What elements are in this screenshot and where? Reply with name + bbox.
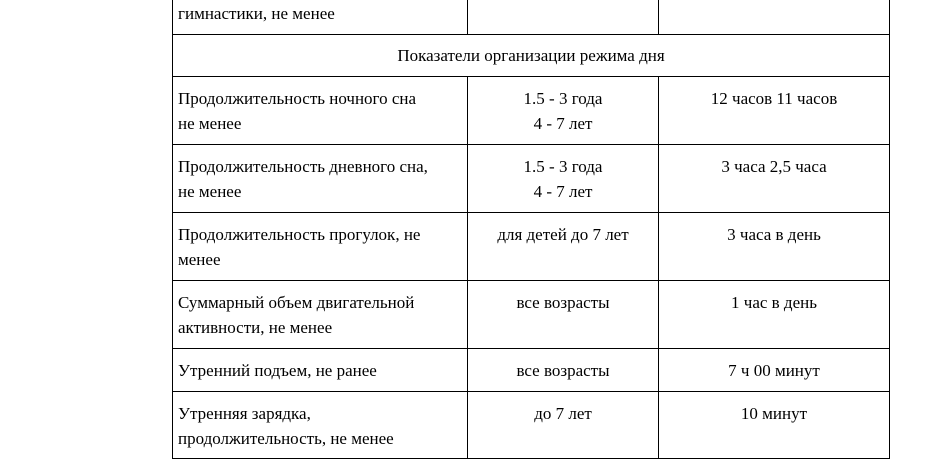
cell-value	[659, 281, 890, 349]
cell-age	[468, 77, 659, 145]
section-header-row	[173, 35, 890, 77]
cell-label	[173, 392, 468, 459]
cell-age-line: 4 - 7 лет	[533, 182, 593, 201]
cell-value-text: 3 часа в день	[727, 225, 821, 244]
cell-label	[173, 0, 468, 35]
cell-age	[468, 392, 659, 459]
cell-label-line: не менее	[178, 114, 242, 133]
cell-age	[468, 213, 659, 281]
table-row-top-partial	[173, 0, 890, 35]
cell-age	[468, 349, 659, 392]
cell-value	[659, 145, 890, 213]
table-row	[173, 281, 890, 349]
cell-label-line: Продолжительность ночного сна	[178, 89, 417, 108]
section-title: Показатели организации режима дня	[173, 35, 890, 77]
cell-label-line: Утренняя зарядка,	[178, 404, 311, 423]
cell-value	[659, 392, 890, 459]
cell-label-line: Суммарный объем двигательной	[178, 293, 415, 312]
cell-value-text: 7 ч 00 минут	[728, 361, 820, 380]
cell-value	[659, 77, 890, 145]
cell-value-text: 1 час в день	[731, 293, 817, 312]
cell-label	[173, 77, 468, 145]
cell-label-line: Утренний подъем, не ранее	[178, 361, 377, 380]
cell-label-line: активности, не менее	[178, 318, 333, 337]
cell-label	[173, 349, 468, 392]
table-row	[173, 392, 890, 459]
cell-value-text: 12 часов 11 часов	[710, 89, 838, 108]
regime-table	[172, 0, 890, 459]
table-row	[173, 349, 890, 392]
cell-label-line: не менее	[178, 182, 242, 201]
table-row	[173, 213, 890, 281]
cell-age-line: 1.5 - 3 года	[523, 157, 603, 176]
table-row	[173, 145, 890, 213]
cell-label	[173, 145, 468, 213]
cell-label	[173, 281, 468, 349]
cell-label-line: менее	[178, 250, 221, 269]
cell-age-line: 4 - 7 лет	[533, 114, 593, 133]
cell-value	[659, 213, 890, 281]
cell-age-line: для детей до 7 лет	[497, 225, 629, 244]
cell-age-line: до 7 лет	[534, 404, 592, 423]
cell-label-line: Продолжительность дневного сна,	[178, 157, 428, 176]
cell-age-line: все возрасты	[516, 293, 610, 312]
cell-age	[468, 0, 659, 35]
cell-age	[468, 281, 659, 349]
cell-age-line: 1.5 - 3 года	[523, 89, 603, 108]
cell-label-line: продолжительность, не менее	[178, 429, 394, 448]
table-row	[173, 77, 890, 145]
cell-value	[659, 0, 890, 35]
cell-label	[173, 213, 468, 281]
cell-value-text: 10 минут	[740, 404, 808, 423]
cell-value	[659, 349, 890, 392]
cell-label-text: гимнастики, не менее	[178, 4, 335, 23]
cell-value-text: 3 часа 2,5 часа	[721, 157, 827, 176]
cell-label-line: Продолжительность прогулок, не	[178, 225, 421, 244]
cell-age-line: все возрасты	[516, 361, 610, 380]
cell-age	[468, 145, 659, 213]
